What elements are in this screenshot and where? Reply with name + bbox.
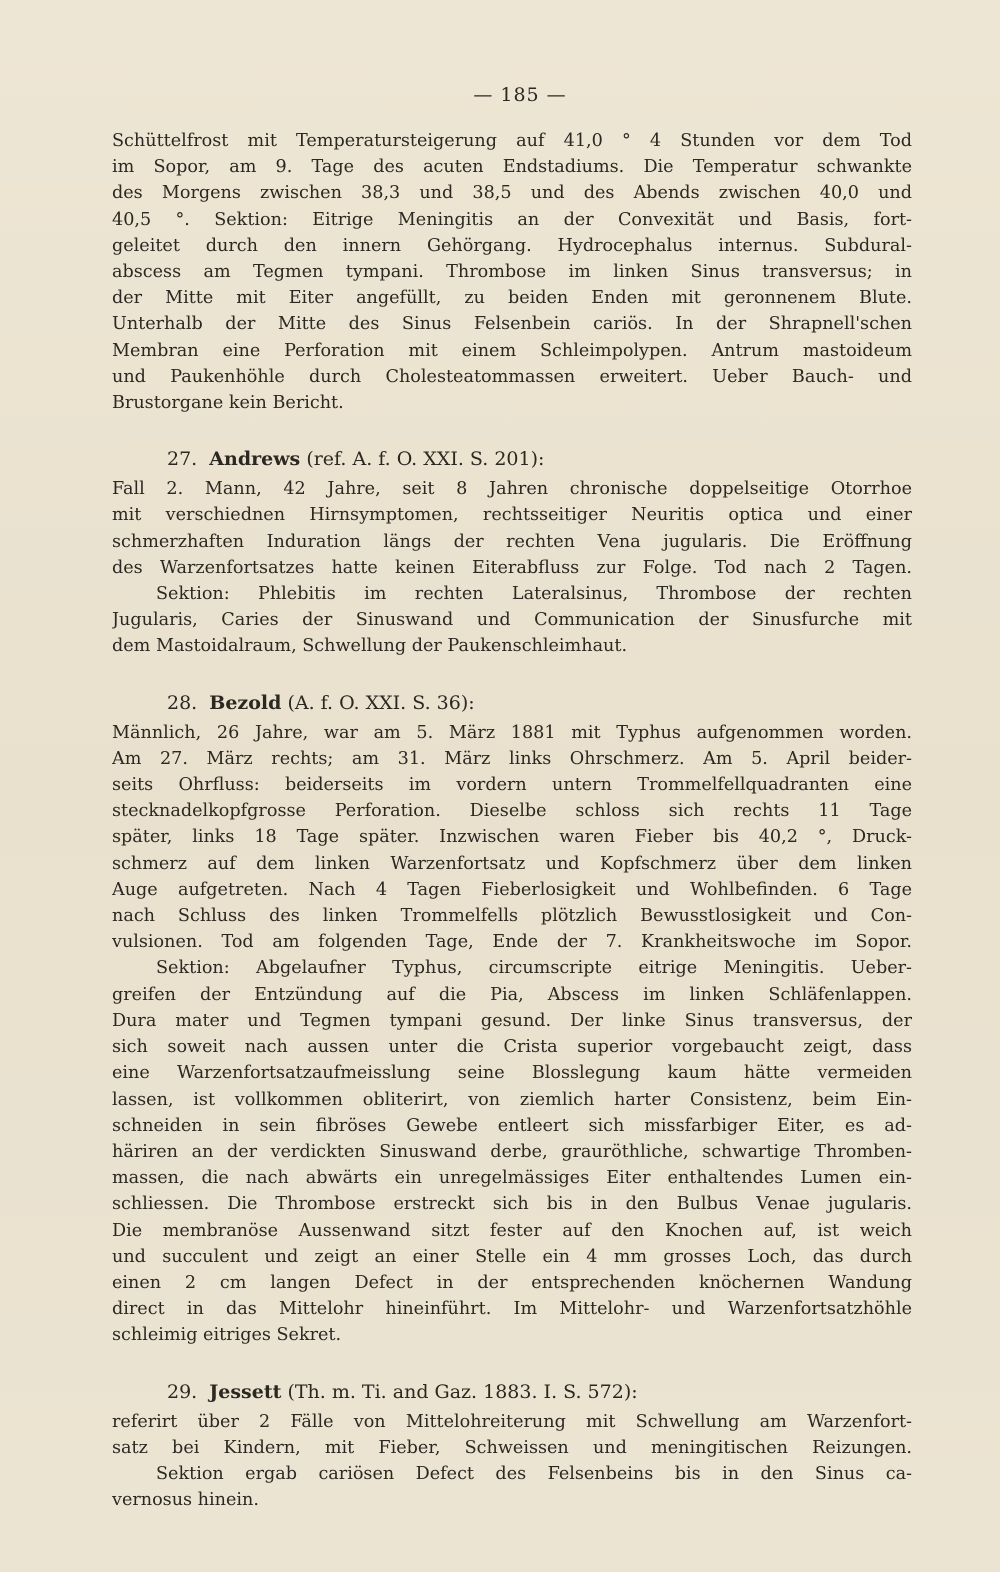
- text-line: lassen, ist vollkommen obliterirt, von ziemlich harter Consistenz, beim Ein-: [112, 1089, 912, 1110]
- intro-paragraph: [112, 128, 912, 416]
- text-line: schliessen. Die Thrombose erstreckt sich bis in den Bulbus Venae jugularis.: [112, 1194, 912, 1215]
- text-line: Sektion: Phlebitis im rechten Lateralsinus, Thrombose der rechten: [156, 584, 912, 605]
- case-heading-27: [112, 446, 912, 472]
- text-line: schneiden in sein fibröses Gewebe entleert sich missfarbiger Eiter, es ad-: [112, 1115, 912, 1136]
- text-line: Auge aufgetreten. Nach 4 Tagen Fieberlosigkeit und Wohlbefinden. 6 Tage: [112, 879, 912, 900]
- case-number: 28.: [167, 691, 198, 714]
- case-number: 29.: [167, 1380, 198, 1403]
- text-line: stecknadelkopfgrosse Perforation. Dieselbe schloss sich rechts 11 Tage: [112, 801, 912, 822]
- text-line: abscess am Tegmen tympani. Thrombose im linken Sinus transversus; in: [112, 262, 912, 283]
- case-text-28: [112, 720, 912, 1349]
- page-body: [112, 128, 912, 1513]
- case-number: 27.: [167, 448, 198, 471]
- text-line: Dura mater und Tegmen tympani gesund. Der linke Sinus transversus, der: [112, 1010, 912, 1031]
- text-line: Die membranöse Aussenwand sitzt fester auf den Knochen auf, ist weich: [112, 1220, 912, 1241]
- text-line: später, links 18 Tage später. Inzwischen waren Fieber bis 40,2 °, Druck-: [112, 827, 912, 848]
- text-line: dem Mastoidalraum, Schwellung der Paukenschleimhaut.: [112, 636, 628, 657]
- text-line: häriren an der verdickten Sinuswand derbe, grauröthliche, schwartige Thromben-: [112, 1141, 912, 1162]
- text-line: und Paukenhöhle durch Cholesteatommassen erweitert. Ueber Bauch- und: [112, 366, 912, 387]
- text-line: seits Ohrfluss: beiderseits im vordern untern Trommelfellquadranten eine: [112, 775, 912, 796]
- case-heading-28: [112, 690, 912, 716]
- text-line: einen 2 cm langen Defect in der entsprechenden knöchernen Wandung: [112, 1272, 912, 1293]
- text-line: eine Warzenfortsatzaufmeisslung seine Blosslegung kaum hätte vermeiden: [112, 1063, 912, 1084]
- text-line: mit verschiednen Hirnsymptomen, rechtsseitiger Neuritis optica und einer: [112, 505, 912, 526]
- text-line: massen, die nach abwärts ein unregelmässiges Eiter enthaltendes Lumen ein-: [112, 1168, 912, 1189]
- text-line: Unterhalb der Mitte des Sinus Felsenbein cariös. In der Shrapnell'schen: [112, 314, 912, 335]
- case-author: Jessett: [209, 1380, 282, 1403]
- case-author: Andrews: [209, 448, 301, 471]
- text-line: vulsionen. Tod am folgenden Tage, Ende der 7. Krankheitswoche im Sopor.: [112, 932, 912, 953]
- text-line: geleitet durch den innern Gehörgang. Hydrocephalus internus. Subdural-: [112, 235, 912, 256]
- text-line: schmerzhaften Induration längs der rechten Vena jugularis. Die Eröffnung: [112, 531, 912, 552]
- text-line: und succulent und zeigt an einer Stelle ein 4 mm grosses Loch, das durch: [112, 1246, 912, 1267]
- text-line: des Warzenfortsatzes hatte keinen Eiterabfluss zur Folge. Tod nach 2 Tagen.: [112, 557, 912, 578]
- text-line: 40,5 °. Sektion: Eitrige Meningitis an der Convexität und Basis, fort-: [112, 209, 912, 230]
- case-heading-29: [112, 1379, 912, 1405]
- text-line: Am 27. März rechts; am 31. März links Ohrschmerz. Am 5. April beider-: [112, 748, 912, 769]
- text-line: Sektion ergab cariösen Defect des Felsenbeins bis in den Sinus ca-: [156, 1463, 912, 1484]
- case-reference: (A. f. O. XXI. S. 36):: [287, 691, 475, 714]
- text-line: schleimig eitriges Sekret.: [112, 1325, 342, 1346]
- text-line: Membran eine Perforation mit einem Schleimpolypen. Antrum mastoideum: [112, 340, 912, 361]
- text-line: schmerz auf dem linken Warzenfortsatz und Kopfschmerz über dem linken: [112, 853, 912, 874]
- text-line: Jugularis, Caries der Sinuswand und Communication der Sinusfurche mit: [112, 610, 912, 631]
- text-line: Brustorgane kein Bericht.: [112, 393, 344, 414]
- text-line: greifen der Entzündung auf die Pia, Abscess im linken Schläfenlappen.: [112, 984, 912, 1005]
- page-number: — 185 —: [473, 84, 567, 106]
- text-line: Schüttelfrost mit Temperatursteigerung auf 41,0 ° 4 Stunden vor dem Tod: [112, 131, 912, 151]
- text-line: vernosus hinein.: [112, 1490, 259, 1511]
- text-line: sich soweit nach aussen unter die Crista superior vorgebaucht zeigt, dass: [112, 1037, 912, 1058]
- text-line: nach Schluss des linken Trommelfells plötzlich Bewusstlosigkeit und Con-: [112, 906, 912, 927]
- text-line: der Mitte mit Eiter angefüllt, zu beiden Enden mit geronnenem Blute.: [112, 288, 912, 309]
- text-line: im Sopor, am 9. Tage des acuten Endstadiums. Die Temperatur schwankte: [112, 157, 912, 178]
- text-line: satz bei Kindern, mit Fieber, Schweissen und meningitischen Reizungen.: [112, 1437, 912, 1458]
- text-line: direct in das Mittelohr hineinführt. Im Mittelohr- und Warzenfortsatzhöhle: [112, 1299, 912, 1320]
- text-line: Männlich, 26 Jahre, war am 5. März 1881 mit Typhus aufgenommen worden.: [112, 722, 912, 743]
- text-line: des Morgens zwischen 38,3 und 38,5 und des Abends zwischen 40,0 und: [112, 183, 912, 204]
- case-author: Bezold: [209, 691, 282, 714]
- text-line: referirt über 2 Fälle von Mittelohreiterung mit Schwellung am Warzenfort-: [112, 1411, 912, 1432]
- case-reference: (ref. A. f. O. XXI. S. 201):: [306, 448, 545, 471]
- text-line: Sektion: Abgelaufner Typhus, circumscripte eitrige Meningitis. Ueber-: [156, 958, 912, 979]
- case-text-29: [112, 1409, 912, 1514]
- case-text-27: [112, 476, 912, 659]
- text-line: Fall 2. Mann, 42 Jahre, seit 8 Jahren chronische doppelseitige Otorrhoe: [112, 479, 912, 500]
- case-reference: (Th. m. Ti. and Gaz. 1883. I. S. 572):: [287, 1380, 638, 1403]
